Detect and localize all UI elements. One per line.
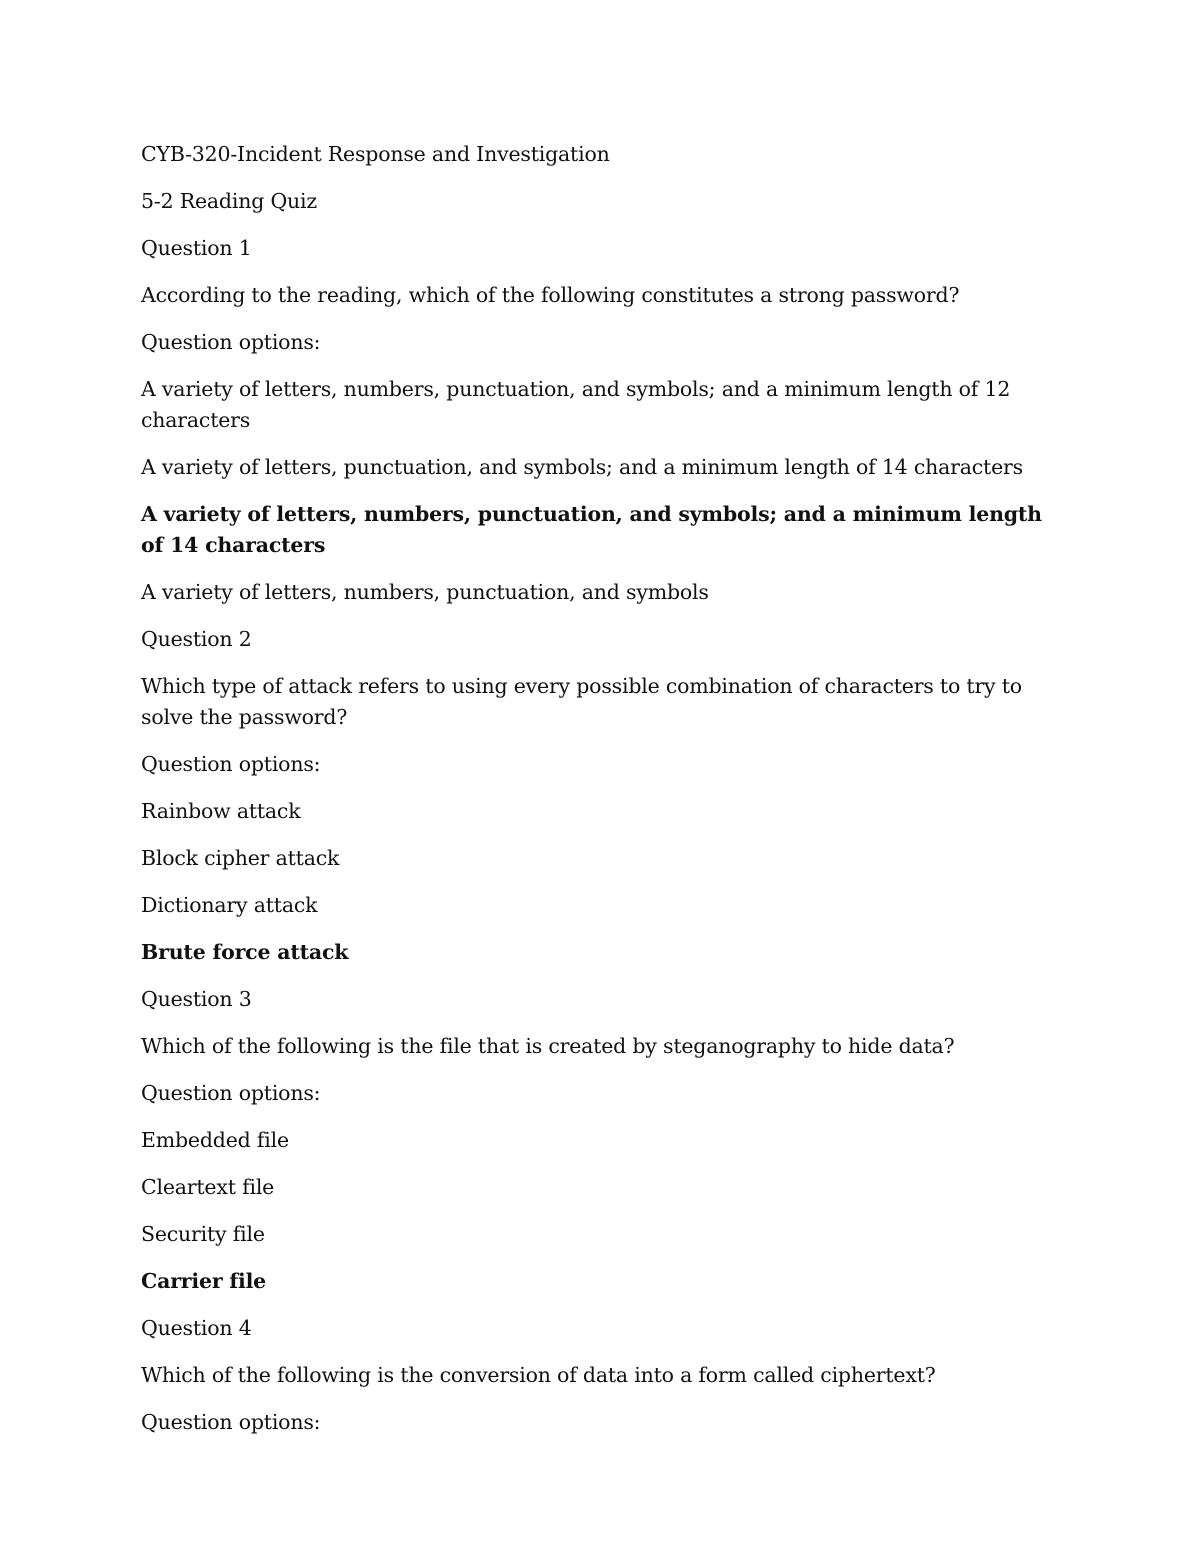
question-1-option-b: A variety of letters, punctuation, and symbols; and a minimum length of 14 characters [141, 455, 1023, 479]
question-1-label: Question 1 [141, 236, 252, 260]
question-3-text: Which of the following is the file that is created by steganography to hide data? [141, 1034, 955, 1058]
quiz-title: 5-2 Reading Quiz [141, 189, 318, 213]
question-2-option-b: Block cipher attack [141, 846, 340, 870]
question-2-option-c: Dictionary attack [141, 893, 318, 917]
question-1-option-d: A variety of letters, numbers, punctuation, and symbols [141, 580, 709, 604]
question-2-option-d-correct: Brute force attack [141, 940, 349, 964]
question-4-label: Question 4 [141, 1316, 252, 1340]
question-3-option-c: Security file [141, 1222, 265, 1246]
question-1-option-a: A variety of letters, numbers, punctuation, and symbols; and a minimum length of 12 characters [141, 377, 1011, 432]
question-4-text: Which of the following is the conversion of data into a form called ciphertext? [141, 1363, 936, 1387]
question-1-options-label: Question options: [141, 330, 321, 354]
question-3-option-b: Cleartext file [141, 1175, 275, 1199]
question-2-label: Question 2 [141, 627, 252, 651]
question-4-options-label: Question options: [141, 1410, 321, 1434]
question-3-option-a: Embedded file [141, 1128, 289, 1152]
document-body [141, 139, 1061, 1454]
question-1-text: According to the reading, which of the following constitutes a strong password? [141, 283, 960, 307]
question-3-label: Question 3 [141, 987, 252, 1011]
question-1-option-c-correct: A variety of letters, numbers, punctuation, and symbols; and a minimum length of 14 characters [141, 502, 1042, 557]
question-3-option-d-correct: Carrier file [141, 1269, 267, 1293]
course-title: CYB-320-Incident Response and Investigation [141, 142, 610, 166]
question-2-text: Which type of attack refers to using every possible combination of characters to try to solve the password? [141, 674, 1022, 729]
question-3-options-label: Question options: [141, 1081, 321, 1105]
question-2-option-a: Rainbow attack [141, 799, 301, 823]
question-2-options-label: Question options: [141, 752, 321, 776]
